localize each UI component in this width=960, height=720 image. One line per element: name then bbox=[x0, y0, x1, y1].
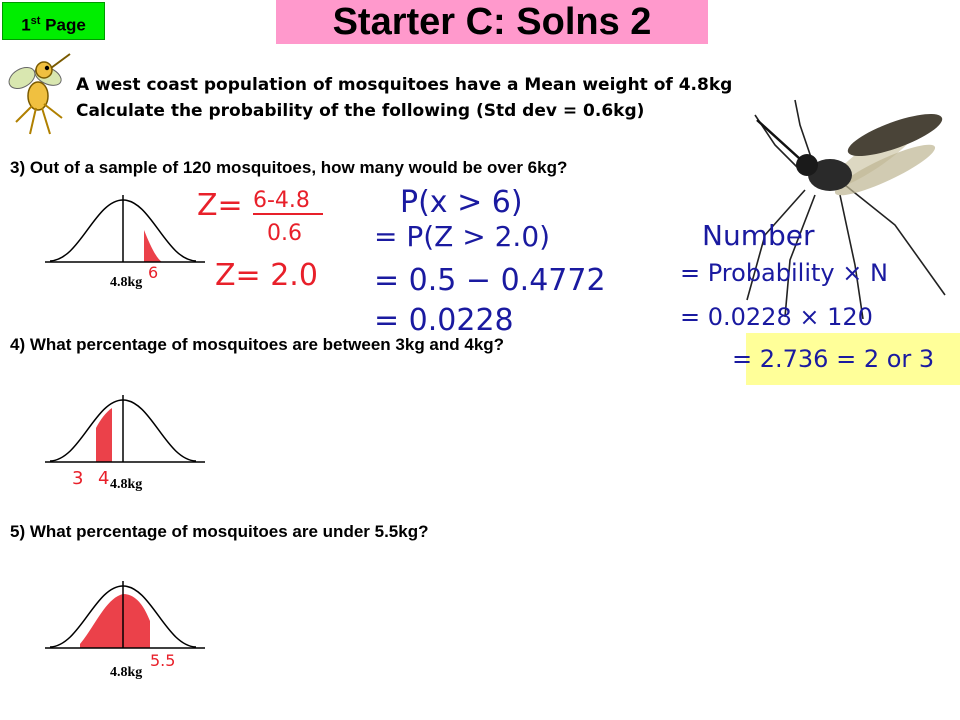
z-score-working bbox=[195, 185, 345, 295]
normal-curve-q4 bbox=[40, 390, 210, 495]
page-title: Starter C: Solns 2 bbox=[276, 0, 708, 44]
marker-q4-left: 3 bbox=[72, 468, 84, 489]
mean-label-q5: 4.8kg bbox=[110, 665, 143, 680]
number-line-4: = 2.736 = 2 or 3 bbox=[732, 345, 935, 373]
marker-q4-right: 4 bbox=[98, 468, 110, 489]
intro-line-2: Calculate the probability of the following (Std dev = 0.6kg) bbox=[76, 101, 645, 121]
prob-line-3: = 0.5 − 0.4772 bbox=[374, 263, 606, 298]
normal-curve-q3 bbox=[40, 190, 210, 290]
prob-line-1: P(x > 6) bbox=[400, 185, 523, 220]
number-working bbox=[678, 215, 960, 395]
z-line1-den: 0.6 bbox=[267, 221, 302, 246]
marker-q3: 6 bbox=[148, 263, 159, 282]
cartoon-mosquito-icon bbox=[4, 48, 76, 140]
prob-line-4: = 0.0228 bbox=[374, 303, 514, 338]
intro-line-1: A west coast population of mosquitoes have a Mean weight of 4.8kg bbox=[76, 75, 733, 95]
normal-curve-q5 bbox=[40, 576, 210, 686]
z-line2: Z= 2.0 bbox=[215, 258, 318, 293]
probability-working bbox=[372, 180, 672, 340]
question-5: 5) What percentage of mosquitoes are under 5.5kg? bbox=[10, 522, 429, 541]
page-badge: 1st Page bbox=[2, 2, 105, 40]
prob-line-2: = P(Z > 2.0) bbox=[374, 220, 551, 253]
number-line-3: = 0.0228 × 120 bbox=[680, 303, 873, 331]
mean-label-q4: 4.8kg bbox=[110, 477, 143, 492]
number-line-1: Number bbox=[702, 219, 815, 252]
question-3: 3) Out of a sample of 120 mosquitoes, how many would be over 6kg? bbox=[10, 158, 568, 177]
number-line-2: = Probability × N bbox=[680, 259, 888, 287]
shaded-region-q5 bbox=[80, 594, 150, 648]
question-4: 4) What percentage of mosquitoes are between 3kg and 4kg? bbox=[10, 335, 505, 354]
marker-q5: 5.5 bbox=[150, 651, 176, 670]
shaded-region-q3 bbox=[144, 230, 162, 262]
z-line1-num: 6-4.8 bbox=[253, 188, 310, 213]
mean-label-q3: 4.8kg bbox=[110, 275, 143, 290]
z-line1-lhs: Z= bbox=[197, 188, 243, 223]
